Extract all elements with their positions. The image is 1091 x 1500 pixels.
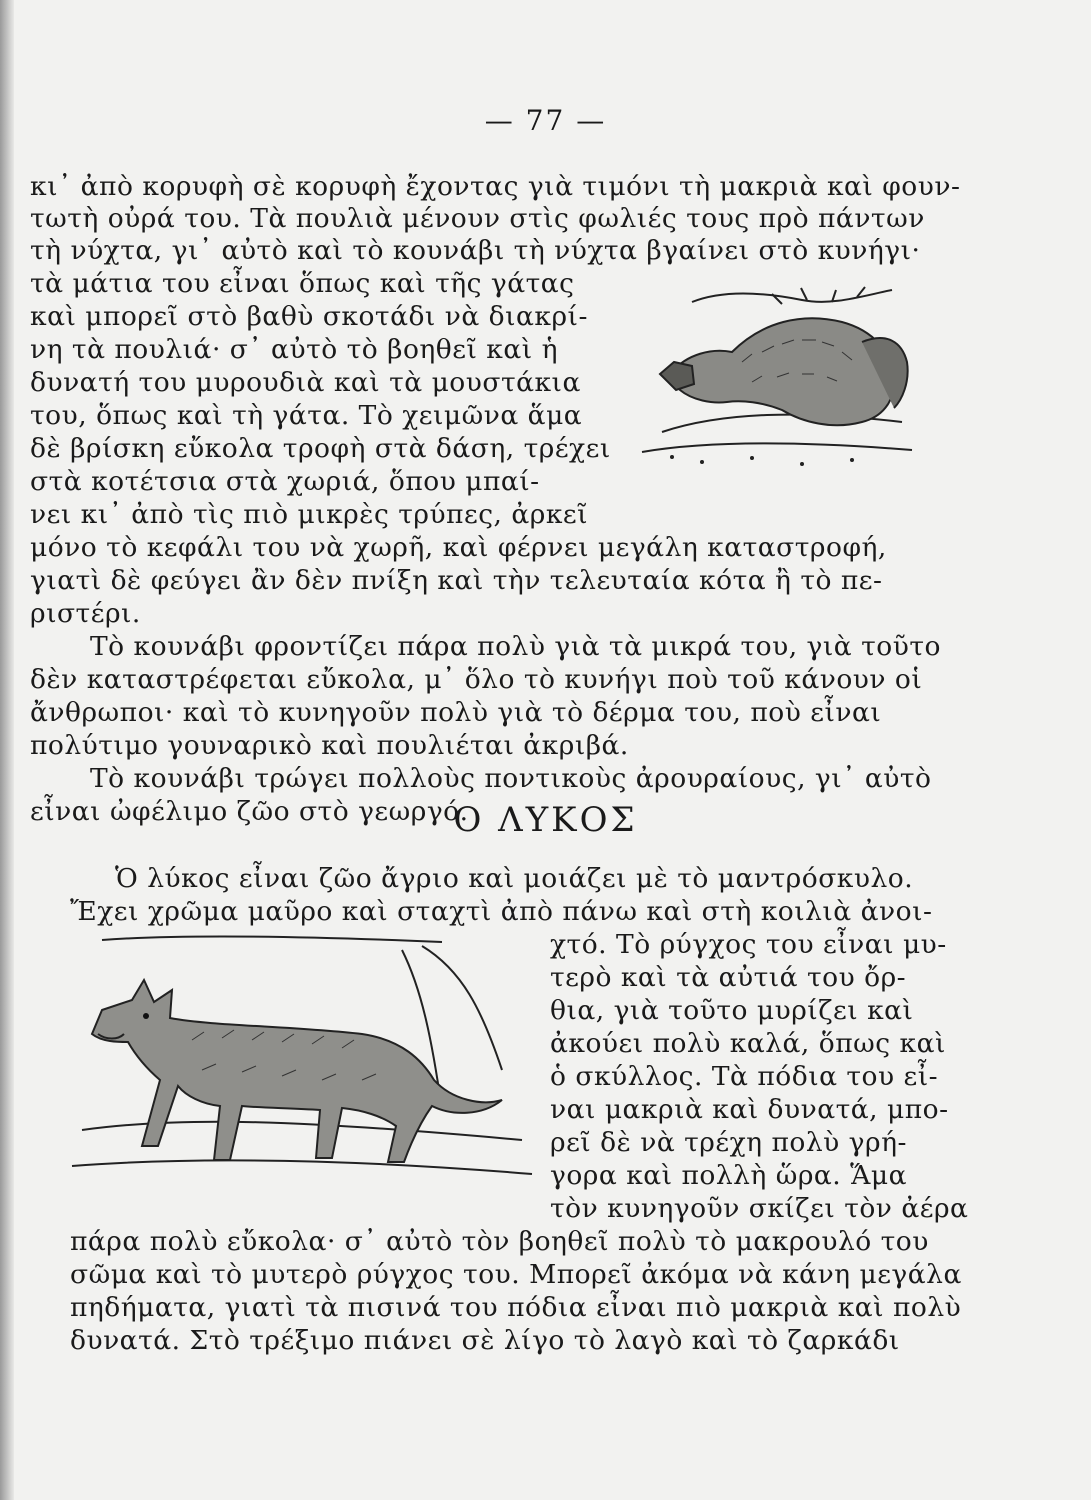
text-line: πολύτιμο γουναρικὸ καὶ πουλιέται ἀκριβά.	[30, 730, 629, 761]
text-line: πηδήματα, γιατὶ τὰ πισινά του πόδια εἶναι πιὸ μακριὰ καὶ πολὺ	[70, 1292, 962, 1323]
text-line: θια, γιὰ τοῦτο μυρίζει καὶ	[550, 995, 914, 1026]
text-line: κι᾿ ἀπὸ κορυφὴ σὲ κορυφὴ ἔχοντας γιὰ τιμόνι τὴ μακριὰ καὶ φουν-	[30, 171, 961, 202]
text-line: χτό. Τὸ ρύγχος του εἶναι μυ-	[550, 929, 947, 960]
text-line: Τὸ κουνάβι τρώγει πολλοὺς ποντικοὺς ἀρουραίους, γι᾿ αὐτὸ	[90, 763, 932, 794]
text-line: μόνο τὸ κεφάλι του νὰ χωρῆ, καὶ φέρνει μεγάλη καταστροφή,	[30, 532, 887, 563]
text-line: Ἔχει χρῶμα μαῦρο καὶ σταχτὶ ἀπὸ πάνω καὶ στὴ κοιλιὰ ἀνοι-	[70, 896, 933, 927]
wolf-illustration	[62, 930, 542, 1190]
text-line: πάρα πολὺ εὔκολα· σ᾿ αὐτὸ τὸν βοηθεῖ πολὺ τὸ μακρουλό του	[70, 1226, 929, 1257]
text-line: καὶ μπορεῖ στὸ βαθὺ σκοτάδι νὰ διακρί-	[30, 301, 588, 332]
text-line: ναι μακριὰ καὶ δυνατά, μπο-	[550, 1094, 949, 1125]
text-line: ρεῖ δὲ νὰ τρέχη πολὺ γρή-	[550, 1127, 907, 1158]
text-line: τὸν κυνηγοῦν σκίζει τὸν ἀέρα	[550, 1193, 969, 1224]
text-line: εἶναι ὠφέλιμο ζῶο στὸ γεωργό.	[30, 796, 469, 827]
text-line: γορα καὶ πολλὴ ὥρα. Ἅμα	[550, 1160, 907, 1191]
text-line: σῶμα καὶ τὸ μυτερὸ ρύγχος του. Μπορεῖ ἀκόμα νὰ κάνη μεγάλα	[70, 1259, 962, 1290]
text-line: ἀκούει πολὺ καλά, ὅπως καὶ	[550, 1028, 946, 1059]
section-title: Ο ΛΥΚΟΣ	[453, 800, 638, 840]
text-line: τὴ νύχτα, γι᾿ αὐτὸ καὶ τὸ κουνάβι τὴ νύχτα βγαίνει στὸ κυνήγι·	[30, 235, 921, 266]
book-binding-edge	[0, 0, 14, 1500]
text-line: ριστέρι.	[30, 598, 141, 629]
text-line: δυνατή του μυρουδιὰ καὶ τὰ μουστάκια	[30, 367, 581, 398]
text-line: δυνατά. Στὸ τρέξιμο πιάνει σὲ λίγο τὸ λαγὸ καὶ τὸ ζαρκάδι	[70, 1325, 900, 1356]
text-line: νη τὰ πουλιά· σ᾿ αὐτὸ τὸ βοηθεῖ καὶ ἡ	[30, 334, 558, 365]
text-line: γιατὶ δὲ φεύγει ἂν δὲν πνίξη καὶ τὴν τελευταία κότα ἢ τὸ πε-	[30, 565, 883, 596]
text-line: τὰ μάτια του εἶναι ὅπως καὶ τῆς γάτας	[30, 268, 575, 299]
text-line: δὲν καταστρέφεται εὔκολα, μ᾿ ὅλο τὸ κυνήγι ποὺ τοῦ κάνουν οἱ	[30, 664, 923, 695]
text-line: τερὸ καὶ τὰ αὐτιά του ὄρ-	[550, 962, 907, 993]
page-number: — 77 —	[484, 104, 607, 137]
text-line: νει κι᾿ ἀπὸ τὶς πιὸ μικρὲς τρύπες, ἀρκεῖ	[30, 499, 589, 530]
marten-illustration	[632, 282, 918, 478]
text-line: δὲ βρίσκη εὔκολα τροφὴ στὰ δάση, τρέχει	[30, 433, 611, 464]
text-line: ὁ σκύλλος. Τὰ πόδια του εἶ-	[550, 1061, 939, 1092]
text-line: Τὸ κουνάβι φροντίζει πάρα πολὺ γιὰ τὰ μικρά του, γιὰ τοῦτο	[90, 631, 941, 662]
text-line: στὰ κοτέτσια στὰ χωριά, ὅπου μπαί-	[30, 466, 540, 497]
text-line: Ὁ λύκος εἶναι ζῶο ἄγριο καὶ μοιάζει μὲ τὸ μαντρόσκυλο.	[115, 863, 914, 894]
text-line: τωτὴ οὐρά του. Τὰ πουλιὰ μένουν στὶς φωλιές τους πρὸ πάντων	[30, 203, 925, 234]
text-line: του, ὅπως καὶ τὴ γάτα. Τὸ χειμῶνα ἅμα	[30, 400, 583, 431]
text-line: ἄνθρωποι· καὶ τὸ κυνηγοῦν πολὺ γιὰ τὸ δέρμα του, ποὺ εἶναι	[30, 697, 882, 728]
